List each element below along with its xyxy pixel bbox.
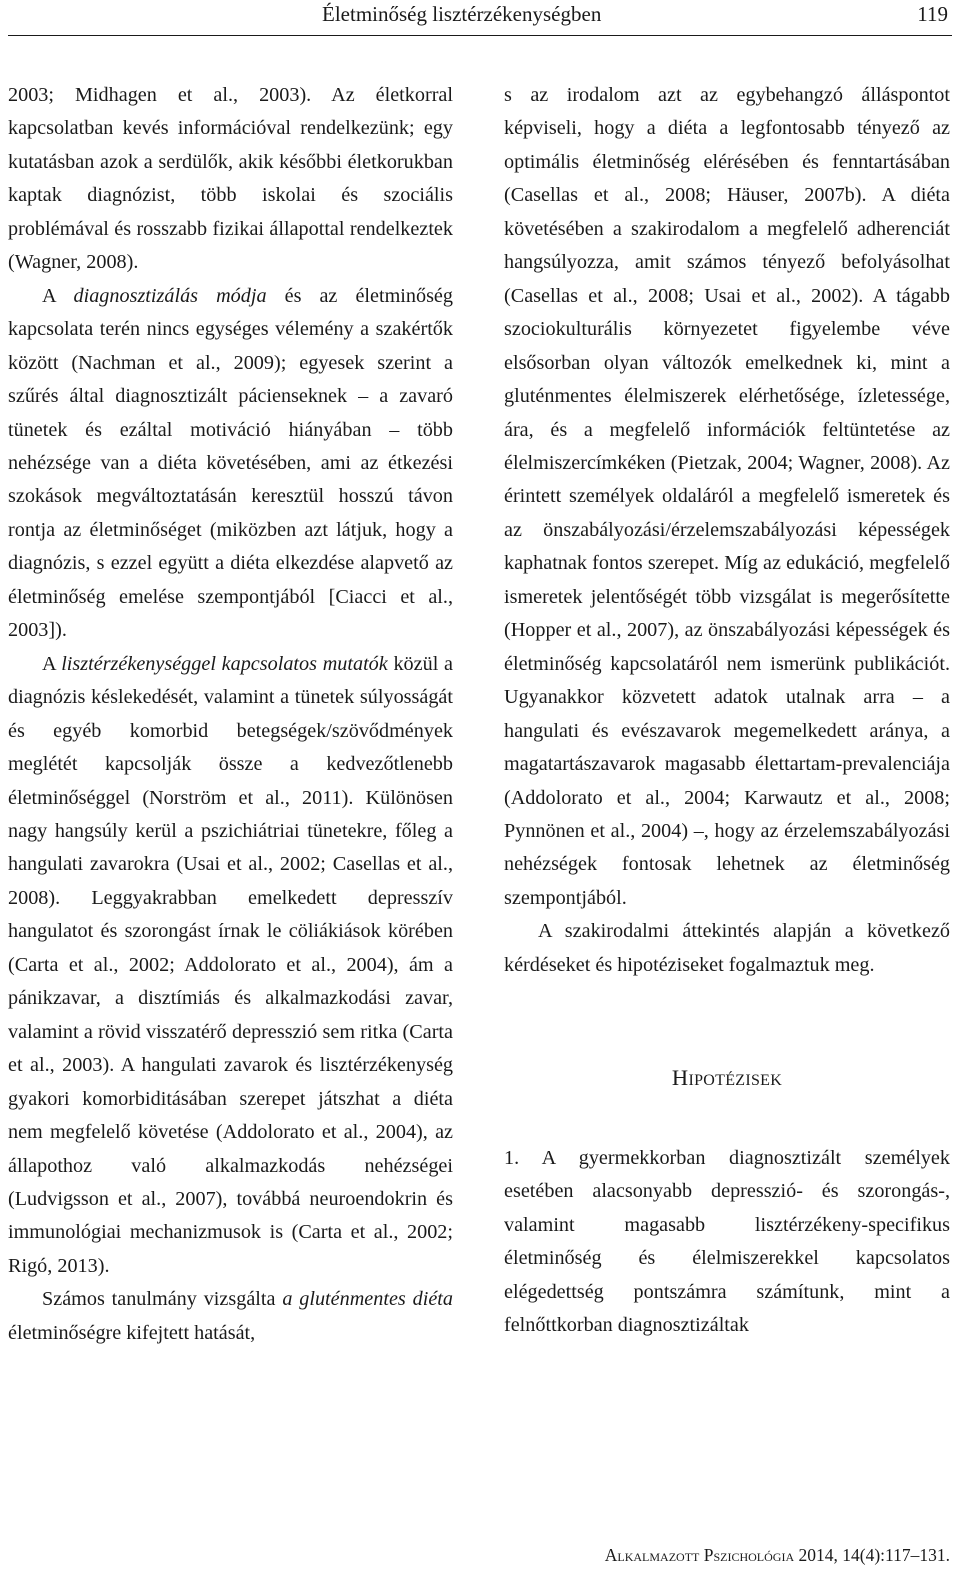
- left-column: [8, 79, 453, 1350]
- hypothesis-item: 1. A gyermekkorban diagnosztizált személyek esetében alacsonyabb depresszió- és szorongás-, valamint magasabb lisztérzékeny-specifikus életminőség és élelmiszerekkel kapcsolatos elégedettség pontszámra számítunk, mint a felnőttkorban diagnosztizáltak: [504, 1146, 950, 1336]
- emphasis: a gluténmentes diéta: [282, 1288, 453, 1311]
- emphasis: lisztérzékenységgel kapcsolatos mutatók: [61, 652, 388, 675]
- journal-citation: Alkalmazott Pszichológia 2014, 14(4):117–131.: [604, 1545, 950, 1565]
- header-divider: [8, 35, 952, 36]
- emphasis: diagnosztizálás módja: [73, 284, 267, 307]
- running-header: [0, 0, 960, 34]
- paragraph: A lisztérzékenységgel kapcsolatos mutatók közül a diagnózis késlekedését, valamint a tünetek súlyosságát és egyéb komorbid betegségek/szövődmények meglétét kapcsolják össze a kedvezőtlenebb életminőséggel (Norström et al., 2011). Különösen nagy hangsúly kerül a pszichiátriai tünetekre, főleg a hangulati zavarokra (Usai et al., 2002; Casellas et al., 2008). Leggyakrabban emelkedett depresszív hangulatot és szorongást írnak le cöliákiások körében (Carta et al., 2002; Addolorato et al., 2004), ám a pánikzavar, a disztímiás és alkalmazkodási zavar, valamint a rövid visszatérő depresszió sem ritka (Carta et al., 2003). A hangulati zavarok és lisztérzékenység gyakori komorbiditásában szerepet játszhat a diéta nem megfelelő követése (Addolorato et al., 2004), az állapothoz való alkalmazkodás nehézségei (Ludvigsson et al., 2007), továbbá neuroendokrin és immunológiai mechanizmusok is (Carta et al., 2002; Rigó, 2013).: [8, 652, 454, 1277]
- section-heading: Hipotézisek: [671, 1065, 783, 1091]
- right-column: [504, 79, 950, 1342]
- paragraph: Számos tanulmány vizsgálta a gluténmentes diéta életminőségre kifejtett hatását,: [8, 1288, 453, 1344]
- paragraph: s az irodalom azt az egybehangzó álláspontot képviseli, hogy a diéta a legfontosabb tényező az optimális életminőség elérésében és fenntartásában (Casellas et al., 2008; Häuser, 2007b). A diéta követésében a szakirodalom a megfelelő adherenciát hangsúlyozza, amit számos tényező befolyásolhat (Casellas et al., 2008; Usai et al., 2002). A tágabb szociokulturális környezetet figyelembe véve elsősorban olyan változók emelkednek ki, mint a gluténmentes élelmiszerek elérhetősége, ízletessége, ára, és a megfelelő információk feltüntetése az élelmiszercímkéken (Pietzak, 2004; Wagner, 2008). Az érintett személyek oldaláról a megfelelő ismeretek és az önszabályozási/érzelemszabályozási képességek kaphatnak fontos szerepet. Míg az edukáció, megfelelő ismeretek jelentőségét több vizsgálat is megerősítette (Hopper et al., 2007), az önszabályozási képességek és életminőség kapcsolatáról nem ismerünk publikációt. Ugyanakkor közvetett adatok utalnak arra – a hangulati és evészavarok megemelkedett aránya, a magatartászavarok magasabb élettartam-prevalenciája (Addolorato et al., 2004; Karwautz et al., 2008; Pynnönen et al., 2004) –, hogy az érzelemszabályozási nehézségek fontosak lehetnek az életminőség szempontjából.: [504, 84, 950, 909]
- page-number: 119: [917, 2, 948, 26]
- running-title: Életminőség lisztérzékenységben: [322, 2, 602, 26]
- paragraph: A szakirodalmi áttekintés alapján a következő kérdéseket és hipotéziseket fogalmaztuk meg.: [504, 920, 950, 976]
- paragraph: A diagnosztizálás módja és az életminőség kapcsolata terén nincs egységes vélemény a szakértők között (Nachman et al., 2009); egyesek szerint a szűrés által diagnosztizált pácienseknek – a zavaró tünetek és ezáltal motiváció hiányában – több nehézsége van a diéta követésében, ami az étkezési szokások megváltoztatásán keresztül hosszú távon rontja az életminőséget (miközben azt látjuk, hogy a diagnózis, s ezzel együtt a diéta elkezdése alapvető az életminőség emelése szempontjából [Ciacci et al., 2003]).: [8, 284, 453, 642]
- paragraph: 2003; Midhagen et al., 2003). Az életkorral kapcsolatban kevés információval rendelkezünk; egy kutatásban azok a serdülők, akik későbbi életkorukban kaptak diagnózist, több iskolai és szociális problémával és rosszabb fizikai állapottal rendelkeztek (Wagner, 2008).: [8, 84, 453, 274]
